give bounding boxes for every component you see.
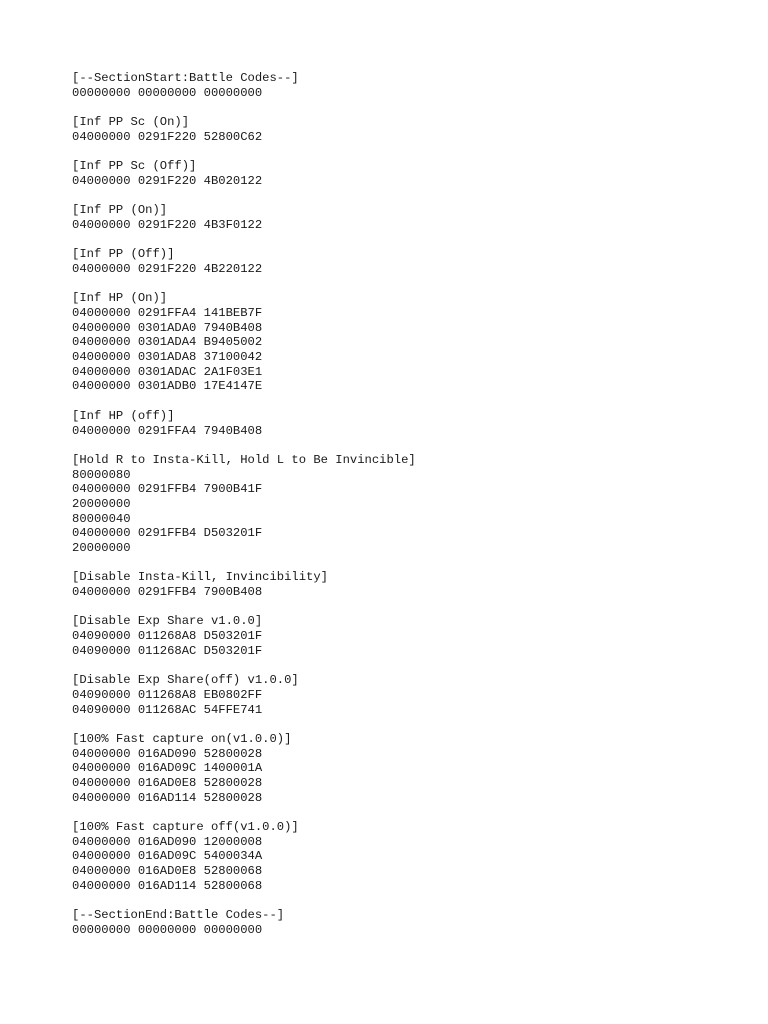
code-line: 04000000 0301ADB0 17E4147E — [72, 379, 263, 394]
code-block — [72, 614, 752, 658]
code-block-header: [Inf HP (off)] — [72, 408, 175, 423]
code-line: 04000000 0291F220 52800C62 — [72, 129, 263, 144]
code-block-header: [100% Fast capture on(v1.0.0)] — [72, 731, 292, 746]
code-line: 20000000 — [72, 496, 131, 511]
code-line: 04000000 016AD0E8 52800068 — [72, 864, 263, 879]
code-line: 04000000 016AD090 52800028 — [72, 746, 263, 761]
code-line: 04090000 011268A8 EB0802FF — [72, 687, 263, 702]
code-line: 04000000 016AD090 12000008 — [72, 834, 263, 849]
code-block — [72, 409, 752, 438]
code-block — [72, 115, 752, 144]
code-block-header: [Inf PP Sc (Off)] — [72, 159, 197, 174]
code-block-header: [Inf HP (On)] — [72, 291, 168, 306]
code-block — [72, 203, 752, 232]
cheat-code-document — [72, 71, 752, 952]
code-line: 04000000 016AD114 52800028 — [72, 790, 263, 805]
code-line: 04000000 0291F220 4B220122 — [72, 261, 263, 276]
code-block — [72, 908, 752, 937]
code-block-header: [100% Fast capture off(v1.0.0)] — [72, 820, 299, 835]
code-block — [72, 820, 752, 893]
code-block — [72, 673, 752, 717]
code-line: 04000000 0291FFB4 7900B41F — [72, 482, 263, 497]
code-line: 04000000 0291FFA4 141BEB7F — [72, 306, 263, 320]
code-block — [72, 71, 752, 100]
code-block-header: [Disable Exp Share v1.0.0] — [72, 614, 263, 629]
code-block — [72, 570, 752, 599]
code-line: 04000000 0301ADA0 7940B408 — [72, 320, 263, 335]
code-block — [72, 291, 752, 394]
code-line: 80000040 — [72, 511, 131, 526]
code-line: 04000000 0301ADA8 37100042 — [72, 350, 263, 365]
code-line: 04000000 0291FFB4 D503201F — [72, 526, 263, 541]
code-block — [72, 453, 752, 556]
code-line: 00000000 00000000 00000000 — [72, 922, 263, 937]
code-block-header: [Disable Insta-Kill, Invincibility] — [72, 570, 328, 585]
code-line: 04000000 016AD09C 5400034A — [72, 849, 263, 864]
code-line: 20000000 — [72, 541, 131, 555]
code-block-header: [--SectionEnd:Battle Codes--] — [72, 908, 285, 923]
code-block — [72, 732, 752, 805]
code-line: 04090000 011268AC D503201F — [72, 643, 263, 658]
code-line: 04000000 016AD114 52800068 — [72, 878, 263, 893]
code-line: 04090000 011268AC 54FFE741 — [72, 702, 263, 717]
code-line: 04000000 016AD09C 1400001A — [72, 761, 263, 776]
code-block-header: [Disable Exp Share(off) v1.0.0] — [72, 673, 299, 688]
code-line: 04000000 0291FFB4 7900B408 — [72, 585, 263, 600]
code-block-header: [Inf PP (Off)] — [72, 247, 175, 262]
code-line: 04090000 011268A8 D503201F — [72, 629, 263, 644]
code-line: 04000000 0291F220 4B3F0122 — [72, 217, 263, 232]
code-line: 80000080 — [72, 467, 131, 482]
code-block — [72, 159, 752, 188]
code-block-header: [Inf PP Sc (On)] — [72, 115, 190, 130]
code-line: 04000000 0291FFA4 7940B408 — [72, 423, 263, 438]
code-line: 04000000 016AD0E8 52800028 — [72, 776, 263, 790]
code-line: 04000000 0291F220 4B020122 — [72, 173, 263, 188]
code-line: 04000000 0301ADA4 B9405002 — [72, 335, 263, 350]
code-block-header: [--SectionStart:Battle Codes--] — [72, 71, 299, 85]
code-line: 00000000 00000000 00000000 — [72, 85, 263, 100]
code-block-header: [Inf PP (On)] — [72, 203, 168, 218]
code-block-header: [Hold R to Insta-Kill, Hold L to Be Invincible] — [72, 452, 416, 467]
code-block — [72, 247, 752, 276]
code-line: 04000000 0301ADAC 2A1F03E1 — [72, 364, 263, 379]
